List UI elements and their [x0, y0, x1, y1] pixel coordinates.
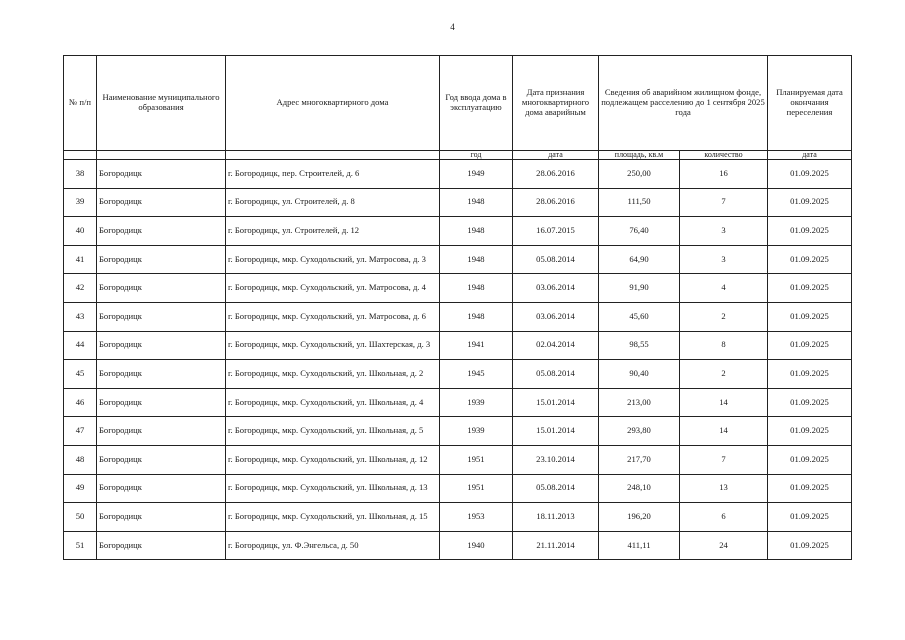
- cell-count: 6: [680, 503, 768, 532]
- cell-area: 91,90: [599, 274, 680, 303]
- unit-count: количество: [680, 151, 768, 160]
- cell-municipality: Богородицк: [97, 274, 226, 303]
- page-number: 4: [450, 22, 455, 32]
- cell-planned-date: 01.09.2025: [768, 445, 852, 474]
- table-row: [64, 274, 852, 303]
- cell-recognition-date: 21.11.2014: [513, 531, 599, 560]
- header-num: № п/п: [64, 56, 97, 151]
- cell-num: 40: [64, 217, 97, 246]
- cell-area: 111,50: [599, 188, 680, 217]
- cell-num: 50: [64, 503, 97, 532]
- cell-municipality: Богородицк: [97, 445, 226, 474]
- cell-num: 39: [64, 188, 97, 217]
- cell-count: 14: [680, 388, 768, 417]
- cell-planned-date: 01.09.2025: [768, 188, 852, 217]
- table-row: [64, 503, 852, 532]
- cell-year: 1948: [440, 302, 513, 331]
- unit-area: площадь, кв.м: [599, 151, 680, 160]
- cell-num: 41: [64, 245, 97, 274]
- unit-year: год: [440, 151, 513, 160]
- cell-count: 13: [680, 474, 768, 503]
- cell-planned-date: 01.09.2025: [768, 331, 852, 360]
- table-body: [64, 160, 852, 560]
- table-row: [64, 331, 852, 360]
- cell-address: г. Богородицк, пер. Строителей, д. 6: [226, 160, 440, 189]
- cell-planned-date: 01.09.2025: [768, 217, 852, 246]
- cell-municipality: Богородицк: [97, 245, 226, 274]
- cell-address: г. Богородицк, мкр. Суходольский, ул. Школьная, д. 4: [226, 388, 440, 417]
- unit-address-empty: [226, 151, 440, 160]
- cell-planned-date: 01.09.2025: [768, 503, 852, 532]
- cell-planned-date: 01.09.2025: [768, 388, 852, 417]
- cell-count: 3: [680, 245, 768, 274]
- cell-count: 7: [680, 188, 768, 217]
- cell-year: 1948: [440, 274, 513, 303]
- cell-year: 1948: [440, 245, 513, 274]
- cell-count: 24: [680, 531, 768, 560]
- cell-recognition-date: 16.07.2015: [513, 217, 599, 246]
- cell-year: 1940: [440, 531, 513, 560]
- cell-count: 2: [680, 302, 768, 331]
- cell-num: 48: [64, 445, 97, 474]
- cell-num: 46: [64, 388, 97, 417]
- cell-year: 1941: [440, 331, 513, 360]
- cell-municipality: Богородицк: [97, 302, 226, 331]
- cell-address: г. Богородицк, мкр. Суходольский, ул. Школьная, д. 5: [226, 417, 440, 446]
- cell-area: 293,80: [599, 417, 680, 446]
- cell-area: 90,40: [599, 360, 680, 389]
- cell-planned-date: 01.09.2025: [768, 160, 852, 189]
- cell-num: 38: [64, 160, 97, 189]
- header-row: [64, 56, 852, 151]
- cell-area: 196,20: [599, 503, 680, 532]
- cell-recognition-date: 05.08.2014: [513, 360, 599, 389]
- cell-count: 3: [680, 217, 768, 246]
- cell-area: 248,10: [599, 474, 680, 503]
- cell-address: г. Богородицк, ул. Ф.Энгельса, д. 50: [226, 531, 440, 560]
- cell-municipality: Богородицк: [97, 531, 226, 560]
- header-emergency-info: Сведения об аварийном жилищном фонде, подлежащем расселению до 1 сентября 2025 года: [599, 56, 768, 151]
- cell-year: 1945: [440, 360, 513, 389]
- unit-num-empty: [64, 151, 97, 160]
- cell-planned-date: 01.09.2025: [768, 360, 852, 389]
- table-row: [64, 445, 852, 474]
- cell-address: г. Богородицк, мкр. Суходольский, ул. Школьная, д. 15: [226, 503, 440, 532]
- unit-recognition-date: дата: [513, 151, 599, 160]
- cell-recognition-date: 05.08.2014: [513, 245, 599, 274]
- table-row: [64, 531, 852, 560]
- table-row: [64, 188, 852, 217]
- cell-area: 213,00: [599, 388, 680, 417]
- cell-area: 64,90: [599, 245, 680, 274]
- header-address: Адрес многоквартирного дома: [226, 56, 440, 151]
- cell-municipality: Богородицк: [97, 503, 226, 532]
- cell-count: 2: [680, 360, 768, 389]
- cell-year: 1951: [440, 445, 513, 474]
- cell-count: 14: [680, 417, 768, 446]
- header-planned-date: Планируемая дата окончания переселения: [768, 56, 852, 151]
- cell-num: 49: [64, 474, 97, 503]
- cell-municipality: Богородицк: [97, 474, 226, 503]
- cell-recognition-date: 18.11.2013: [513, 503, 599, 532]
- cell-recognition-date: 02.04.2014: [513, 331, 599, 360]
- cell-num: 45: [64, 360, 97, 389]
- cell-recognition-date: 05.08.2014: [513, 474, 599, 503]
- cell-recognition-date: 03.06.2014: [513, 274, 599, 303]
- cell-year: 1948: [440, 217, 513, 246]
- unit-planned-date: дата: [768, 151, 852, 160]
- cell-year: 1949: [440, 160, 513, 189]
- cell-year: 1948: [440, 188, 513, 217]
- cell-recognition-date: 28.06.2016: [513, 160, 599, 189]
- table-row: [64, 360, 852, 389]
- cell-year: 1953: [440, 503, 513, 532]
- cell-planned-date: 01.09.2025: [768, 474, 852, 503]
- cell-area: 76,40: [599, 217, 680, 246]
- cell-count: 16: [680, 160, 768, 189]
- cell-municipality: Богородицк: [97, 360, 226, 389]
- resettlement-table: [63, 55, 852, 560]
- cell-address: г. Богородицк, мкр. Суходольский, ул. Школьная, д. 2: [226, 360, 440, 389]
- cell-recognition-date: 23.10.2014: [513, 445, 599, 474]
- cell-planned-date: 01.09.2025: [768, 417, 852, 446]
- cell-municipality: Богородицк: [97, 188, 226, 217]
- cell-num: 47: [64, 417, 97, 446]
- cell-recognition-date: 03.06.2014: [513, 302, 599, 331]
- cell-municipality: Богородицк: [97, 388, 226, 417]
- cell-municipality: Богородицк: [97, 217, 226, 246]
- cell-address: г. Богородицк, мкр. Суходольский, ул. Матросова, д. 4: [226, 274, 440, 303]
- cell-count: 7: [680, 445, 768, 474]
- cell-num: 42: [64, 274, 97, 303]
- cell-municipality: Богородицк: [97, 417, 226, 446]
- cell-planned-date: 01.09.2025: [768, 245, 852, 274]
- cell-num: 51: [64, 531, 97, 560]
- cell-address: г. Богородицк, мкр. Суходольский, ул. Матросова, д. 6: [226, 302, 440, 331]
- cell-year: 1939: [440, 417, 513, 446]
- cell-recognition-date: 15.01.2014: [513, 417, 599, 446]
- cell-planned-date: 01.09.2025: [768, 302, 852, 331]
- cell-area: 411,11: [599, 531, 680, 560]
- cell-area: 98,55: [599, 331, 680, 360]
- cell-year: 1939: [440, 388, 513, 417]
- table-row: [64, 474, 852, 503]
- cell-count: 4: [680, 274, 768, 303]
- cell-address: г. Богородицк, мкр. Суходольский, ул. Шахтерская, д. 3: [226, 331, 440, 360]
- cell-planned-date: 01.09.2025: [768, 274, 852, 303]
- table-row: [64, 417, 852, 446]
- cell-recognition-date: 28.06.2016: [513, 188, 599, 217]
- cell-area: 250,00: [599, 160, 680, 189]
- cell-municipality: Богородицк: [97, 160, 226, 189]
- table-row: [64, 160, 852, 189]
- cell-planned-date: 01.09.2025: [768, 531, 852, 560]
- cell-address: г. Богородицк, мкр. Суходольский, ул. Матросова, д. 3: [226, 245, 440, 274]
- unit-municipality-empty: [97, 151, 226, 160]
- units-row: [64, 151, 852, 160]
- header-year: Год ввода дома в эксплуатацию: [440, 56, 513, 151]
- cell-address: г. Богородицк, ул. Строителей, д. 8: [226, 188, 440, 217]
- cell-recognition-date: 15.01.2014: [513, 388, 599, 417]
- table-row: [64, 388, 852, 417]
- table-row: [64, 302, 852, 331]
- cell-num: 44: [64, 331, 97, 360]
- cell-municipality: Богородицк: [97, 331, 226, 360]
- header-recognition-date: Дата признания многоквартирного дома аварийным: [513, 56, 599, 151]
- cell-count: 8: [680, 331, 768, 360]
- cell-year: 1951: [440, 474, 513, 503]
- cell-address: г. Богородицк, мкр. Суходольский, ул. Школьная, д. 12: [226, 445, 440, 474]
- header-municipality: Наименование муниципального образования: [97, 56, 226, 151]
- cell-address: г. Богородицк, ул. Строителей, д. 12: [226, 217, 440, 246]
- cell-area: 45,60: [599, 302, 680, 331]
- table-row: [64, 245, 852, 274]
- cell-area: 217,70: [599, 445, 680, 474]
- cell-num: 43: [64, 302, 97, 331]
- table-row: [64, 217, 852, 246]
- cell-address: г. Богородицк, мкр. Суходольский, ул. Школьная, д. 13: [226, 474, 440, 503]
